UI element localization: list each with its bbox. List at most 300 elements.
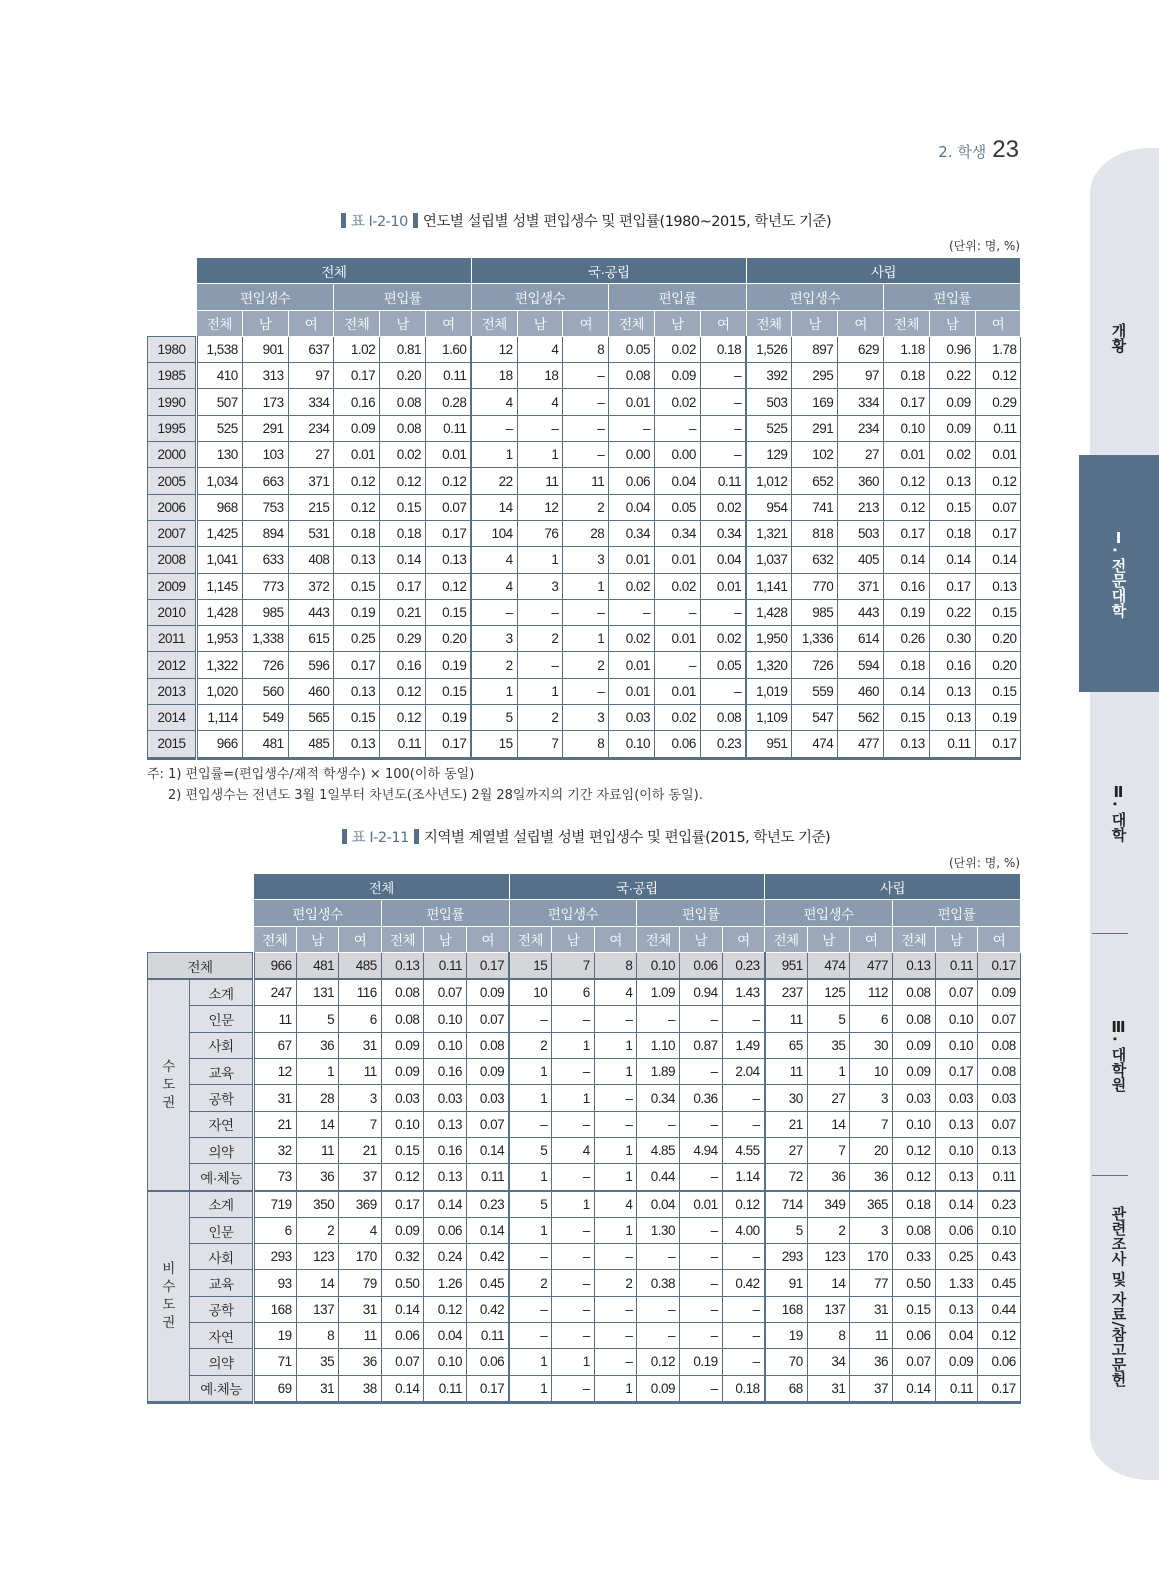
table-cell: 0.15 [425,599,471,625]
header-column: 남 [424,926,467,952]
table-cell: 0.13 [975,573,1021,599]
table-row [148,389,1021,415]
table-cell: 0.12 [892,1137,935,1163]
tab-label: Ⅲ. 대학원 [1109,1017,1128,1092]
table-cell: 1,037 [746,547,792,573]
table-cell: – [552,1006,595,1032]
table-cell: 67 [254,1032,297,1058]
table-cell: 2 [563,494,609,520]
table-cell: 632 [792,547,838,573]
table-cell: 0.09 [381,1059,424,1085]
header-subgroup: 편입생수 [509,900,637,926]
table-cell: 0.07 [978,1006,1021,1032]
year-cell: 2014 [148,705,197,731]
table-row [148,442,1021,468]
caption-bar [342,829,347,844]
table-cell: 234 [288,415,334,441]
field-cell: 자연 [190,1323,254,1349]
table-cell: 1,428 [197,599,243,625]
table-cell: 1,034 [197,468,243,494]
table-row [148,1111,1021,1137]
table-cell: 485 [339,952,382,979]
field-cell: 교육 [190,1059,254,1085]
year-cell: 2011 [148,626,197,652]
table-cell: 3 [517,573,563,599]
table-cell: 0.14 [381,1375,424,1402]
field-cell: 인문 [190,1006,254,1032]
table-cell: 0.02 [655,336,701,362]
table-cell: 168 [765,1296,808,1322]
table-cell: 0.12 [884,494,930,520]
table-cell: 0.38 [637,1270,680,1296]
table-cell: 349 [807,1191,850,1218]
table-cell: 1 [594,1375,637,1402]
table-cell: 474 [807,952,850,979]
table-cell: 334 [288,389,334,415]
table-cell: 2 [563,652,609,678]
section-name: 2. 학생 [938,143,987,161]
table-cell: 0.09 [637,1375,680,1402]
table-cell: 0.09 [466,979,509,1006]
table-cell: 0.13 [334,547,380,573]
table-cell: 0.07 [466,1111,509,1137]
table-cell: 0.08 [892,1006,935,1032]
table-cell: 170 [339,1244,382,1270]
side-tab-overview[interactable] [1079,220,1159,455]
table-cell: 0.15 [334,573,380,599]
table-cell: 0.15 [975,678,1021,704]
table-cell: – [680,1270,723,1296]
table-cell: 19 [254,1323,297,1349]
table-row [148,468,1021,494]
table-cell: 0.15 [892,1296,935,1322]
table-cell: 0.17 [334,363,380,389]
page-number: 23 [992,136,1019,163]
table-cell: 0.08 [381,979,424,1006]
table-cell: 3 [850,1217,893,1243]
table-cell: 0.01 [655,626,701,652]
table-cell: – [563,442,609,468]
table-cell: 1 [509,1059,552,1085]
table-cell: 0.18 [929,520,975,546]
table-cell: 0.17 [381,1191,424,1218]
header-column: 여 [850,926,893,952]
table-cell: 0.18 [892,1191,935,1218]
table-cell: 0.03 [609,705,655,731]
table-cell: 12 [471,336,517,362]
table-cell: – [700,363,746,389]
header-column: 전체 [637,926,680,952]
table-cell: 3 [850,1085,893,1111]
table-cell: 27 [765,1137,808,1163]
table-cell: 0.11 [425,363,471,389]
table-row [148,1244,1021,1270]
table-cell: – [552,1164,595,1191]
table-cell: 0.12 [637,1349,680,1375]
table-cell: 0.17 [978,1375,1021,1402]
table-cell: 0.08 [978,1032,1021,1058]
table-cell: 0.11 [975,415,1021,441]
table-cell: – [722,1006,765,1032]
table-cell: 0.14 [466,1217,509,1243]
table-cell: 93 [254,1270,297,1296]
table-cell: 0.81 [380,336,426,362]
table-cell: 30 [765,1085,808,1111]
table-cell: 237 [765,979,808,1006]
header-column: 전체 [892,926,935,952]
table-cell: 14 [807,1270,850,1296]
side-tab-references[interactable] [1079,1176,1159,1416]
table-cell: 547 [792,705,838,731]
table-cell: 0.10 [884,415,930,441]
table-cell: 615 [288,626,334,652]
table-cell: 0.14 [892,1375,935,1402]
table-cell: – [680,1375,723,1402]
table-cell: 1 [552,1032,595,1058]
table-cell: 0.05 [609,336,655,362]
table-cell: 0.19 [425,705,471,731]
running-head [938,136,1019,164]
table-cell: 0.33 [892,1244,935,1270]
table-cell: 0.09 [334,415,380,441]
table-cell: 1 [517,678,563,704]
table-cell: 1 [594,1217,637,1243]
header-column: 전체 [197,310,243,336]
table-cell: – [680,1006,723,1032]
table-cell: 0.01 [975,442,1021,468]
side-tab-junior-college[interactable] [1079,455,1159,692]
table-row [148,573,1021,599]
header-group: 전체 [197,258,472,284]
table-cell: 503 [746,389,792,415]
table-cell: 27 [838,442,884,468]
table-cell: 0.16 [424,1137,467,1163]
table-cell: 3 [563,547,609,573]
table-cell: 2 [807,1217,850,1243]
table-cell: 966 [197,731,243,758]
table-cell: 72 [765,1164,808,1191]
year-cell: 2000 [148,442,197,468]
header-subgroup: 편입생수 [471,284,608,310]
table-cell: 0.10 [637,952,680,979]
table-cell: 408 [288,547,334,573]
table-cell: 14 [807,1111,850,1137]
table-cell: – [722,1296,765,1322]
table-cell: 0.07 [978,1111,1021,1137]
table1-label: 표 Ⅰ-2-10 [350,214,408,230]
table-cell: 0.14 [884,678,930,704]
table-cell: 954 [746,494,792,520]
table-cell: 0.05 [655,494,701,520]
table-cell: 1 [594,1059,637,1085]
table-cell: 0.17 [978,952,1021,979]
table-cell: 0.16 [884,573,930,599]
header-subgroup: 편입률 [884,284,1021,310]
table-cell: 0.20 [975,626,1021,652]
table-cell: 169 [792,389,838,415]
header-column: 여 [425,310,471,336]
side-tab-graduate-school[interactable] [1079,934,1159,1175]
table-cell: 173 [242,389,288,415]
table-cell: 3 [471,626,517,652]
table-cell: – [517,599,563,625]
region-cell [148,1191,190,1403]
table-cell: – [700,599,746,625]
table-cell: 0.04 [655,468,701,494]
table-row [148,547,1021,573]
field-cell: 예·체능 [190,1164,254,1191]
table-row [148,1323,1021,1349]
table-cell: 4 [471,547,517,573]
table-row [148,1059,1021,1085]
table-cell: 596 [288,652,334,678]
table-cell: 2 [517,626,563,652]
table-cell: 0.10 [609,731,655,758]
table-cell: – [594,1085,637,1111]
year-cell: 2008 [148,547,197,573]
table-cell: 0.17 [935,1059,978,1085]
table-row [148,678,1021,704]
tab-label: Ⅱ. 대학 [1109,783,1128,842]
table-cell: 1,428 [746,599,792,625]
table-cell: 0.04 [424,1323,467,1349]
table-cell: 0.10 [424,1032,467,1058]
table-cell: 1,320 [746,652,792,678]
table1-by-year [147,257,1021,760]
table-cell: 11 [339,1059,382,1085]
table-cell: 4.94 [680,1137,723,1163]
table-cell: 0.96 [929,336,975,362]
table-cell: 481 [242,731,288,758]
table-cell: 0.11 [700,468,746,494]
header-column: 남 [380,310,426,336]
table-cell: 0.50 [381,1270,424,1296]
table-cell: 293 [765,1244,808,1270]
field-cell: 자연 [190,1111,254,1137]
side-tab-university[interactable] [1079,692,1159,933]
table-cell: 36 [296,1164,339,1191]
header-row-subgroups [148,900,1021,926]
table-cell: – [655,415,701,441]
table-cell: 97 [838,363,884,389]
header-row-columns [148,926,1021,952]
table-cell: 507 [197,389,243,415]
table-cell: 1 [509,1217,552,1243]
table-cell: 291 [792,415,838,441]
table-row [148,705,1021,731]
table-row [148,520,1021,546]
table-cell: 966 [254,952,297,979]
table-cell: 637 [288,336,334,362]
table-cell: 559 [792,678,838,704]
header-column: 전체 [746,310,792,336]
table-row [148,1137,1021,1163]
table-cell: 36 [807,1164,850,1191]
table-cell: 443 [838,599,884,625]
table1-caption [147,210,1020,231]
table-cell: 0.17 [929,573,975,599]
header-subgroup: 편입률 [381,900,509,926]
table-cell: 0.15 [380,494,426,520]
table-cell: 525 [746,415,792,441]
table-cell: 0.07 [424,979,467,1006]
table-cell: 0.23 [978,1191,1021,1218]
table-cell: 0.17 [380,573,426,599]
table-cell: 76 [517,520,563,546]
header-subgroup: 편입률 [334,284,471,310]
table-cell: 562 [838,705,884,731]
table-cell: – [594,1349,637,1375]
table-cell: 4 [594,1191,637,1218]
table-cell: 0.36 [680,1085,723,1111]
table-cell: – [552,1296,595,1322]
table-cell: 7 [807,1137,850,1163]
header-column: 남 [929,310,975,336]
table-cell: 0.15 [975,599,1021,625]
table-row [148,1349,1021,1375]
header-group: 사립 [746,258,1021,284]
table2-unit: (단위: 명, %) [948,856,1020,870]
table-cell: 0.34 [637,1085,680,1111]
table-cell: 137 [807,1296,850,1322]
table-cell: 1 [517,547,563,573]
table-cell: 633 [242,547,288,573]
table-row [148,1375,1021,1402]
table-cell: 0.20 [425,626,471,652]
table-cell: 0.17 [975,520,1021,546]
table-cell: 474 [792,731,838,758]
table-cell: 15 [471,731,517,758]
table-cell: – [609,415,655,441]
table-cell: 714 [765,1191,808,1218]
table-cell: 0.04 [637,1191,680,1218]
header-blank [148,874,254,953]
year-cell: 1995 [148,415,197,441]
table-cell: – [552,1111,595,1137]
table-cell: 0.14 [884,547,930,573]
table-cell: 663 [242,468,288,494]
table-cell: – [594,1111,637,1137]
table-cell: 1.26 [424,1270,467,1296]
table-cell: 1.09 [637,979,680,1006]
table-cell: – [637,1111,680,1137]
field-cell: 사회 [190,1032,254,1058]
table-cell: 4 [339,1217,382,1243]
table-cell: 0.44 [637,1164,680,1191]
header-subgroup: 편입생수 [746,284,883,310]
table-cell: 7 [552,952,595,979]
table-cell: 968 [197,494,243,520]
table-cell: 372 [288,573,334,599]
table-cell: 0.17 [884,389,930,415]
table-cell: 0.13 [892,952,935,979]
table-cell: 0.13 [884,731,930,758]
header-column: 전체 [765,926,808,952]
table-cell: – [552,1059,595,1085]
header-blank [148,258,197,337]
table-cell: 2 [517,705,563,731]
table-cell: 726 [242,652,288,678]
table-cell: 0.87 [680,1032,723,1058]
table-cell: 21 [339,1137,382,1163]
table-cell: 0.08 [466,1032,509,1058]
table-cell: 0.05 [700,652,746,678]
table-cell: 0.18 [722,1375,765,1402]
table-cell: 97 [288,363,334,389]
table-cell: 0.04 [609,494,655,520]
table-cell: 1.33 [935,1270,978,1296]
table-cell: 0.29 [975,389,1021,415]
table-cell: 31 [254,1085,297,1111]
table1-unit: (단위: 명, %) [948,239,1020,253]
table-cell: 951 [746,731,792,758]
table-cell: 531 [288,520,334,546]
region-label: 수도권 [162,1058,175,1110]
table-cell: 14 [296,1270,339,1296]
table-cell: – [552,1244,595,1270]
header-column: 여 [700,310,746,336]
table-cell: – [594,1323,637,1349]
table-cell: 0.17 [425,731,471,758]
table-cell: 443 [288,599,334,625]
table-cell: 485 [288,731,334,758]
table-cell: 0.08 [978,1059,1021,1085]
table-cell: 10 [509,979,552,1006]
table-cell: 1 [471,678,517,704]
table-cell: 350 [296,1191,339,1218]
table-cell: 0.13 [929,678,975,704]
table-cell: 0.18 [700,336,746,362]
table-row [148,731,1021,758]
table-cell: 0.00 [655,442,701,468]
table-row [148,1006,1021,1032]
table-cell: 0.13 [334,731,380,758]
field-cell: 의약 [190,1349,254,1375]
table-cell: 1,019 [746,678,792,704]
table-cell: 1,336 [792,626,838,652]
table-cell: 1,020 [197,678,243,704]
table-cell: 11 [765,1059,808,1085]
table-cell: 0.23 [700,731,746,758]
table-cell: 0.14 [466,1137,509,1163]
table-cell: 5 [765,1217,808,1243]
table-cell: – [700,389,746,415]
year-cell: 2009 [148,573,197,599]
table2-label: 표 Ⅰ-2-11 [351,830,409,846]
table-cell: 8 [807,1323,850,1349]
table-cell: 460 [288,678,334,704]
table-cell: 0.16 [380,652,426,678]
table-cell: 123 [296,1244,339,1270]
table-cell: 477 [850,952,893,979]
table-cell: 14 [471,494,517,520]
table-cell: 0.01 [609,678,655,704]
table-cell: – [700,678,746,704]
table-cell: – [700,442,746,468]
header-column: 남 [680,926,723,952]
table-cell: 334 [838,389,884,415]
table-cell: 1.18 [884,336,930,362]
table-cell: 369 [339,1191,382,1218]
table-cell: – [471,599,517,625]
table-cell: – [509,1111,552,1137]
table-cell: 0.06 [609,468,655,494]
header-column: 여 [722,926,765,952]
table-cell: 0.12 [975,468,1021,494]
table-cell: 0.12 [380,468,426,494]
table-cell: 0.01 [655,547,701,573]
table-cell: 0.01 [700,573,746,599]
